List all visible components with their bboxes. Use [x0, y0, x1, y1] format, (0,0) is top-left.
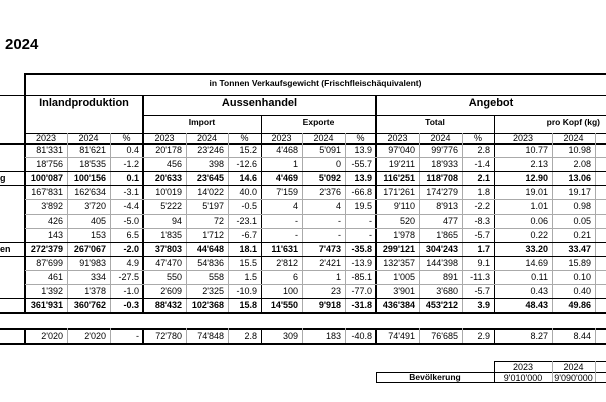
- table-cell: 81'331: [36, 145, 63, 155]
- table-cell: 0.22: [530, 230, 548, 240]
- population-mid: [376, 372, 606, 373]
- table-cell: 11'631: [271, 244, 298, 254]
- year-header: 2023: [154, 133, 175, 143]
- table-cell: 3'892: [41, 201, 63, 211]
- table-cell: 267'067: [73, 244, 106, 254]
- year-header: %: [473, 133, 482, 143]
- table-cell: 88'432: [154, 300, 182, 310]
- table-cell: 4.9: [126, 258, 139, 268]
- table-cell: 1'978: [393, 230, 415, 240]
- page-title: 2024: [5, 36, 39, 53]
- year-header: 2024: [313, 133, 334, 143]
- table-cell: 14.69: [525, 258, 548, 268]
- table-cell: 0.98: [573, 201, 591, 211]
- year-header: 2023: [35, 133, 57, 143]
- table-cell: -35.8: [351, 244, 372, 254]
- table-cell: -55.7: [351, 159, 372, 169]
- table-cell: 19.01: [525, 187, 548, 197]
- table-cell: -3.1: [123, 187, 139, 197]
- table-cell: 4: [292, 201, 298, 211]
- population-left: [376, 372, 377, 382]
- extra-row-cell: 76'685: [431, 331, 458, 341]
- table-cell: 477: [442, 216, 458, 226]
- table-cell: 49.86: [568, 300, 591, 310]
- table-cell: 0.1: [126, 173, 139, 183]
- table-cell: 1.8: [477, 187, 490, 197]
- table-cell: -: [369, 216, 372, 226]
- table-cell: 174'279: [426, 187, 458, 197]
- table-cell: 20'633: [154, 173, 182, 183]
- table-cell: 9.1: [477, 258, 490, 268]
- table-cell: 5'091: [319, 145, 341, 155]
- table-cell: -10.9: [236, 286, 257, 296]
- table-cell: -5.7: [474, 230, 490, 240]
- table-cell: -85.1: [351, 272, 372, 282]
- table-cell: 167'831: [31, 187, 63, 197]
- subgroup-total: Total: [425, 117, 445, 127]
- table-cell: -27.5: [118, 272, 139, 282]
- table-cell: 550: [166, 272, 182, 282]
- table-cell: 1'392: [41, 286, 63, 296]
- table-cell: 2'609: [160, 286, 182, 296]
- table-cell: 461: [47, 272, 63, 282]
- table-cell: 12.90: [525, 173, 548, 183]
- table-cell: 1'712: [202, 230, 224, 240]
- table-cell: 54'836: [197, 258, 224, 268]
- table-top-border: [25, 73, 606, 75]
- table-cell: 13.9: [354, 145, 372, 155]
- table-cell: 2.1: [477, 173, 490, 183]
- table-cell: 1: [335, 272, 341, 282]
- year-header: 2023: [512, 133, 534, 143]
- table-cell: -5.7: [474, 286, 490, 296]
- table-cell: 100: [282, 286, 298, 296]
- table-cell: -31.8: [351, 300, 372, 310]
- table-cell: 2'421: [319, 258, 341, 268]
- table-cell: 334: [90, 272, 106, 282]
- extra-row-cell: 74'491: [388, 331, 415, 341]
- table-cell: 153: [90, 230, 106, 240]
- table-cell: -2.2: [474, 201, 490, 211]
- table-cell: 143: [47, 230, 63, 240]
- table-cell: -4.4: [123, 201, 139, 211]
- extra-row-cell: -: [136, 331, 139, 341]
- table-cell: -1.4: [474, 159, 490, 169]
- table-cell: 99'776: [431, 145, 458, 155]
- population-year-2024: 2024: [563, 362, 584, 372]
- extra-row-cell: 2.8: [244, 331, 257, 341]
- table-cell: 132'357: [383, 258, 415, 268]
- table-cell: 100'087: [30, 173, 63, 183]
- extra-row-cell: 74'848: [197, 331, 224, 341]
- table-cell: 18'756: [36, 159, 63, 169]
- table-cell: 4'468: [276, 145, 298, 155]
- extra-row-cell: 183: [325, 331, 341, 341]
- table-cell: 15.2: [239, 145, 257, 155]
- table-cell: 0.06: [530, 216, 548, 226]
- group-inlandproduktion: Inlandproduktion: [39, 97, 129, 109]
- table-cell: -13.9: [351, 258, 372, 268]
- table-cell: 6.5: [126, 230, 139, 240]
- subgroup-import: Import: [188, 117, 216, 127]
- population-divider: [552, 361, 553, 382]
- table-cell: 405: [90, 216, 106, 226]
- table-cell: 520: [399, 216, 415, 226]
- group-aussenhandel: Aussenhandel: [221, 97, 298, 109]
- table-cell: -1.0: [123, 286, 139, 296]
- table-cell: 2.13: [530, 159, 548, 169]
- table-cell: 162'634: [74, 187, 106, 197]
- table-cell: 171'261: [383, 187, 415, 197]
- table-cell: 6: [292, 272, 298, 282]
- table-cell: 2'376: [319, 187, 341, 197]
- group-angebot: Angebot: [468, 97, 514, 109]
- table-cell: 7'159: [276, 187, 298, 197]
- table-cell: 272'379: [30, 244, 63, 254]
- table-cell: 15.5: [239, 258, 257, 268]
- table-cell: 436'384: [382, 300, 415, 310]
- table-cell: 891: [442, 272, 458, 282]
- table-cell: 2.8: [477, 145, 490, 155]
- table-cell: 5'222: [160, 201, 182, 211]
- table-cell: 3.9: [477, 300, 490, 310]
- subgroup-pro-kopf: pro Kopf (kg): [546, 117, 600, 127]
- table-cell: 0.11: [531, 272, 548, 282]
- table-cell: 426: [47, 216, 63, 226]
- table-cell: 9'918: [318, 300, 341, 310]
- table-cell: 94: [171, 216, 182, 226]
- table-cell: -: [338, 230, 341, 240]
- year-header: %: [122, 133, 131, 143]
- table-cell: 23'246: [197, 145, 224, 155]
- row-label: g: [0, 173, 6, 183]
- table-cell: 10.77: [525, 145, 548, 155]
- column-divider: [595, 133, 596, 312]
- table-cell: 14'022: [197, 187, 224, 197]
- table-cell: 23'645: [196, 173, 224, 183]
- table-cell: 144'398: [426, 258, 458, 268]
- table-cell: 72: [213, 216, 224, 226]
- table-cell: 360'762: [73, 300, 106, 310]
- subgroup-exporte: Exporte: [302, 117, 335, 127]
- year-header: 2024: [196, 133, 218, 143]
- table-cell: 299'121: [382, 244, 415, 254]
- table-cell: 5'092: [318, 173, 341, 183]
- year-header: %: [240, 133, 249, 143]
- table-cell: 10'019: [155, 187, 182, 197]
- extra-row-bottom: [0, 343, 606, 345]
- table-cell: -66.8: [351, 187, 372, 197]
- header-divider: [0, 95, 606, 96]
- table-cell: -: [295, 216, 298, 226]
- extra-row-cell: 2'020: [84, 331, 106, 341]
- table-cell: 47'470: [155, 258, 182, 268]
- population-top: [494, 361, 606, 362]
- table-cell: 37'803: [154, 244, 182, 254]
- table-cell: 87'699: [36, 258, 63, 268]
- table-cell: -: [369, 230, 372, 240]
- table-cell: 81'621: [79, 145, 106, 155]
- table-cell: 18'535: [79, 159, 106, 169]
- table-cell: 0.40: [573, 286, 591, 296]
- extra-row-cell: 2'020: [41, 331, 63, 341]
- row-label: en: [0, 244, 11, 254]
- population-value-2024: 9'090'000: [554, 373, 593, 383]
- table-cell: 1.5: [244, 272, 257, 282]
- table-cell: 15.8: [239, 300, 257, 310]
- table-cell: 19.17: [568, 187, 591, 197]
- table-cell: 48.43: [525, 300, 548, 310]
- table-cell: 33.20: [525, 244, 548, 254]
- table-cell: 1'865: [436, 230, 458, 240]
- table-cell: 0.43: [530, 286, 548, 296]
- table-cell: -8.3: [474, 216, 490, 226]
- table-cell: -: [295, 230, 298, 240]
- table-cell: -12.6: [236, 159, 257, 169]
- table-cell: 2.08: [573, 159, 591, 169]
- year-header: 2024: [563, 133, 584, 143]
- extra-row-cell: 2.9: [477, 331, 490, 341]
- table-cell: 2'325: [202, 286, 224, 296]
- table-cell: 0: [335, 159, 341, 169]
- population-label: Bevölkerung: [409, 372, 461, 382]
- table-cell: 91'983: [79, 258, 106, 268]
- table-cell: 0.05: [573, 216, 591, 226]
- table-cell: 19'211: [388, 159, 415, 169]
- table-cell: 0.10: [573, 272, 591, 282]
- table-cell: -1.2: [123, 159, 139, 169]
- year-header: %: [356, 133, 365, 143]
- table-cell: 4'469: [275, 173, 298, 183]
- extra-row-cell: 8.27: [530, 331, 548, 341]
- table-cell: 4: [335, 201, 341, 211]
- table-cell: 453'212: [425, 300, 458, 310]
- table-bottom-border: [0, 312, 606, 314]
- table-cell: 0.21: [573, 230, 591, 240]
- table-cell: 118'708: [426, 173, 458, 183]
- table-cell: -2.0: [123, 244, 139, 254]
- table-cell: 7'473: [318, 244, 341, 254]
- table-cell: 1'835: [160, 230, 182, 240]
- population-divider: [595, 361, 596, 382]
- table-cell: 456: [166, 159, 182, 169]
- table-cell: 100'156: [73, 173, 106, 183]
- table-cell: 116'251: [383, 173, 415, 183]
- table-cell: 304'243: [425, 244, 458, 254]
- table-cell: -: [338, 216, 341, 226]
- table-cell: 102'368: [191, 300, 224, 310]
- extra-row-cell: 72'780: [155, 331, 182, 341]
- table-cell: 18.1: [239, 244, 257, 254]
- table-cell: 14.6: [239, 173, 257, 183]
- table-cell: -5.0: [123, 216, 139, 226]
- table-cell: -77.0: [351, 286, 372, 296]
- unit-header: in Tonnen Verkaufsgewicht (Frischfleischäquivalent): [209, 78, 422, 88]
- table-cell: 13.9: [354, 173, 372, 183]
- year-header: 2023: [387, 133, 408, 143]
- table-cell: 9'110: [393, 201, 415, 211]
- year-header: 2024: [430, 133, 451, 143]
- table-cell: -0.5: [241, 201, 257, 211]
- table-cell: 0.4: [126, 145, 139, 155]
- table-cell: 1.01: [530, 201, 548, 211]
- extra-row-cell: 309: [282, 331, 298, 341]
- extra-row-cell: -40.8: [351, 331, 372, 341]
- table-cell: 558: [208, 272, 224, 282]
- table-cell: 5'197: [202, 201, 224, 211]
- table-cell: -6.7: [241, 230, 257, 240]
- table-cell: 8'913: [436, 201, 458, 211]
- table-cell: 3'680: [436, 286, 458, 296]
- table-cell: 3'720: [84, 201, 106, 211]
- table-cell: 20'178: [155, 145, 182, 155]
- table-cell: 361'931: [30, 300, 63, 310]
- extra-row-cell: 8.44: [573, 331, 591, 341]
- table-cell: -23.1: [236, 216, 257, 226]
- table-cell: 97'040: [388, 145, 415, 155]
- table-cell: 398: [208, 159, 224, 169]
- table-cell: 18'933: [431, 159, 458, 169]
- table-cell: 23: [330, 286, 341, 296]
- table-cell: 40.0: [239, 187, 257, 197]
- population-divider: [494, 361, 495, 382]
- table-cell: 1'378: [84, 286, 106, 296]
- population-bottom: [376, 382, 606, 383]
- table-cell: 13.06: [568, 173, 591, 183]
- table-cell: 1.7: [477, 244, 490, 254]
- table-cell: 19.5: [354, 201, 372, 211]
- table-cell: 1: [292, 159, 298, 169]
- table-cell: 1'005: [393, 272, 415, 282]
- year-header: 2024: [78, 133, 99, 143]
- year-header: 2023: [271, 133, 292, 143]
- extra-row-divider: [595, 328, 596, 343]
- population-year-2023: 2023: [512, 362, 534, 372]
- table-cell: -11.3: [470, 272, 490, 282]
- table-cell: 14'550: [270, 300, 298, 310]
- table-cell: 2'812: [276, 258, 298, 268]
- table-cell: 10.98: [568, 145, 591, 155]
- table-cell: 3'901: [393, 286, 415, 296]
- table-cell: 33.47: [568, 244, 591, 254]
- table-cell: -0.3: [123, 300, 139, 310]
- population-value-2023: 9'010'000: [503, 373, 543, 383]
- table-cell: 15.89: [568, 258, 591, 268]
- table-cell: 44'648: [196, 244, 224, 254]
